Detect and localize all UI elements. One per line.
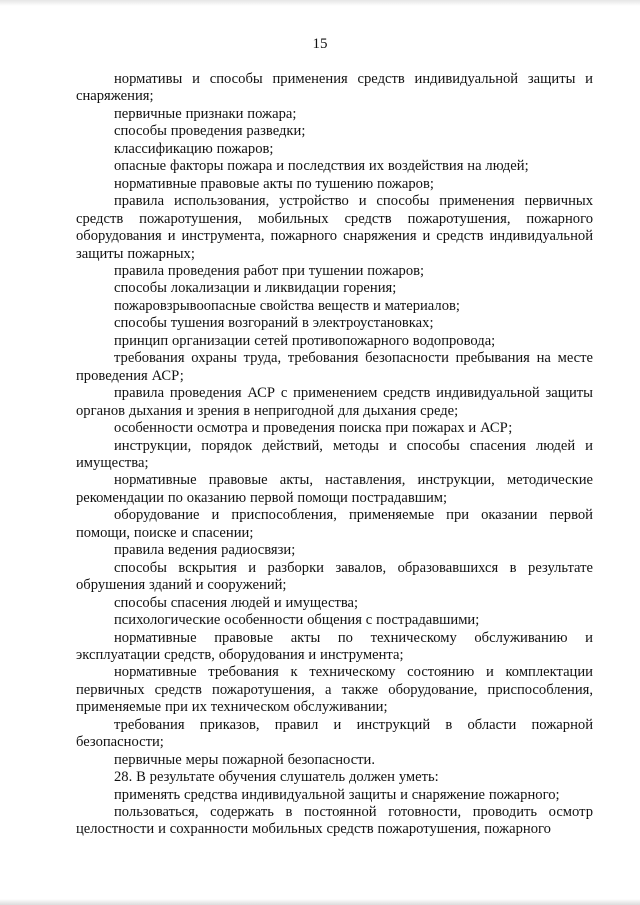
paragraph: классификацию пожаров; [114,140,274,157]
paragraph: нормативы и способы применения средств индивидуальной защиты и снаряжения; [76,71,593,105]
paragraph: нормативные правовые акты по техническому обслуживанию и эксплуатации средств, оборудования и инструмента; [76,629,593,663]
paragraph: опасные факторы пожара и последствия их воздействия на людей; [114,158,529,175]
paragraph: нормативные правовые акты по тушению пожаров; [114,175,434,192]
paragraph: требования приказов, правил и инструкций в области пожарной безопасности; [76,716,593,751]
paragraph: способы спасения людей и имущества; [114,594,359,611]
paragraph: нормативные требования к техническому состоянию и комплектации первичных средств пожаротушения, а также оборудование, приспособления, применяемые при их техническом обслуживании; [76,664,593,716]
paragraph: правила использования, устройство и способы применения первичных средств пожаротушения, мобильных средств пожаротушения, пожарного оборудования и инструмента, пожарного снаряжения и средств индивидуальной защиты пожарных; [76,193,593,262]
section-item-28: 28. В результате обучения слушатель должен уметь: [114,769,439,786]
paragraph: первичные меры пожарной безопасности. [114,751,376,768]
paragraph: способы проведения разведки; [114,123,306,140]
scan-edge-top [0,0,640,6]
paragraph: особенности осмотра и проведения поиска при пожарах и АСР; [114,420,513,437]
paragraph: пользоваться, содержать в постоянной готовности, проводить осмотр целостности и сохранности мобильных средств пожаротушения, пожарного [76,804,593,838]
paragraph: правила ведения радиосвязи; [114,542,296,559]
paragraph: нормативные правовые акты, наставления, инструкции, методические рекомендации по оказанию первой помощи пострадавшим; [76,472,593,506]
paragraph: правила проведения работ при тушении пожаров; [114,262,425,279]
paragraph: психологические особенности общения с пострадавшими; [114,612,480,629]
paragraph: инструкции, порядок действий, методы и способы спасения людей и имущества; [76,437,593,471]
paragraph: способы вскрытия и разборки завалов, образовавшихся в результате обрушения зданий и сооружений; [76,559,593,594]
paragraph: способы тушения возгораний в электроустановках; [114,315,434,332]
document-body [76,71,593,839]
paragraph: требования охраны труда, требования безопасности пребывания на месте проведения АСР; [76,350,593,384]
paragraph: оборудование и приспособления, применяемые при оказании первой помощи, поиске и спасении; [76,507,593,541]
paragraph: способы локализации и ликвидации горения; [114,280,397,297]
scan-edge-bottom [0,899,640,905]
paragraph: принцип организации сетей противопожарного водопровода; [114,332,496,349]
paragraph: правила проведения АСР с применением средств индивидуальной защиты органов дыхания и зрения в непригодной для дыхания среде; [76,385,593,419]
paragraph: первичные признаки пожара; [114,105,297,122]
page-number: 15 [312,36,328,52]
paragraph: пожаровзрывоопасные свойства веществ и материалов; [114,297,460,314]
paragraph: применять средства индивидуальной защиты и снаряжение пожарного; [114,786,560,803]
